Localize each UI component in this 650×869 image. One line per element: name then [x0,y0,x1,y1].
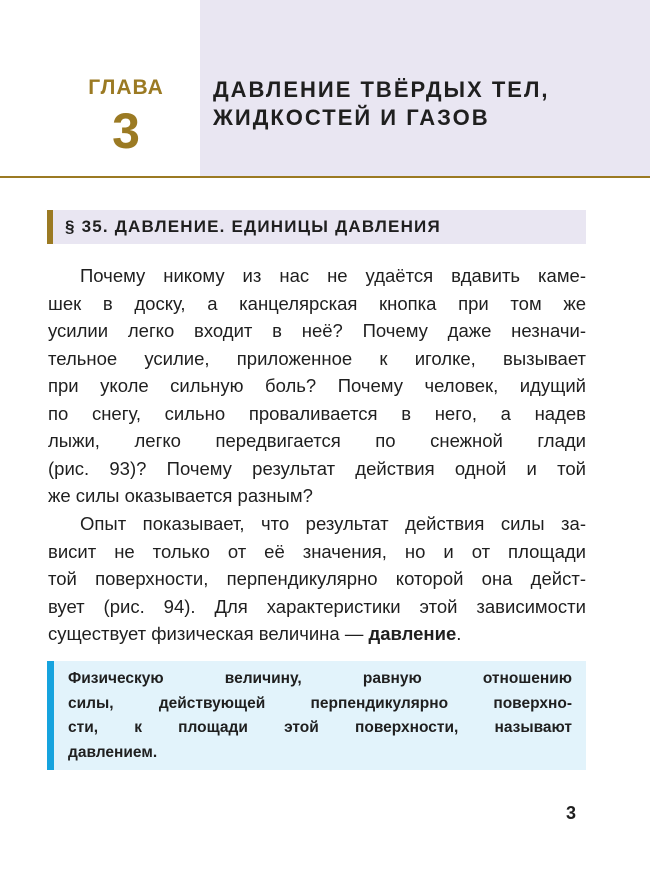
definition-line: силы, действующей перпендикулярно поверхно- [68,694,572,712]
section-title: § 35. ДАВЛЕНИЕ. ЕДИНИЦЫ ДАВЛЕНИЯ [65,217,441,236]
definition-line: сти, к площади этой поверхности, называют [68,719,572,736]
text-line: тельное усилие, приложенное к иголке, вызывает [48,347,586,369]
key-term: давление [368,623,457,644]
section-heading [47,210,586,244]
chapter-header [0,0,650,177]
text-line: усилии легко входит в неё? Почему даже незначи- [48,320,586,341]
chapter-number: 3 [112,103,140,159]
text-line: вует (рис. 94). Для характеристики этой зависимости [48,595,586,617]
text-line: (рис. 93)? Почему результат действия одной и той [48,457,586,479]
text-line: Почему никому из нас не удаётся вдавить каме- [80,265,586,286]
definition-accent-bar [47,661,54,770]
text-line: шек в доску, а канцелярская кнопка при том же [48,292,586,314]
definition-box [47,661,586,770]
definition-text [68,667,572,765]
page-number: 3 [566,803,577,823]
header-divider [0,176,650,178]
text-line: висит не только от её значения, но и от площади [48,540,586,562]
text-line: по снегу, сильно проваливается в него, а надев [48,402,586,424]
text-line: при уколе сильную боль? Почему человек, идущий [48,375,586,396]
body-paragraph-1 [48,262,586,510]
chapter-title-line: ДАВЛЕНИЕ ТВЁРДЫХ ТЕЛ, [213,77,550,102]
text-fragment: существует физическая величина — [48,623,369,644]
text-line: той поверхности, перпендикулярно которой она дейст- [48,568,586,589]
text-line: Опыт показывает, что результат действия силы за- [80,513,586,534]
definition-line: давлением. [68,743,158,761]
chapter-label: ГЛАВА [88,76,164,99]
text-line [48,620,586,648]
text-line: лыжи, легко передвигается по снежной глади [48,430,586,451]
chapter-title [213,76,633,132]
section-accent-bar [47,210,53,244]
chapter-title-line: ЖИДКОСТЕЙ И ГАЗОВ [213,105,490,130]
definition-line: Физическую величину, равную отношению [68,670,572,687]
body-paragraph-2 [48,510,586,648]
text-line: же силы оказывается разным? [48,485,313,506]
text-fragment: . [456,623,462,644]
